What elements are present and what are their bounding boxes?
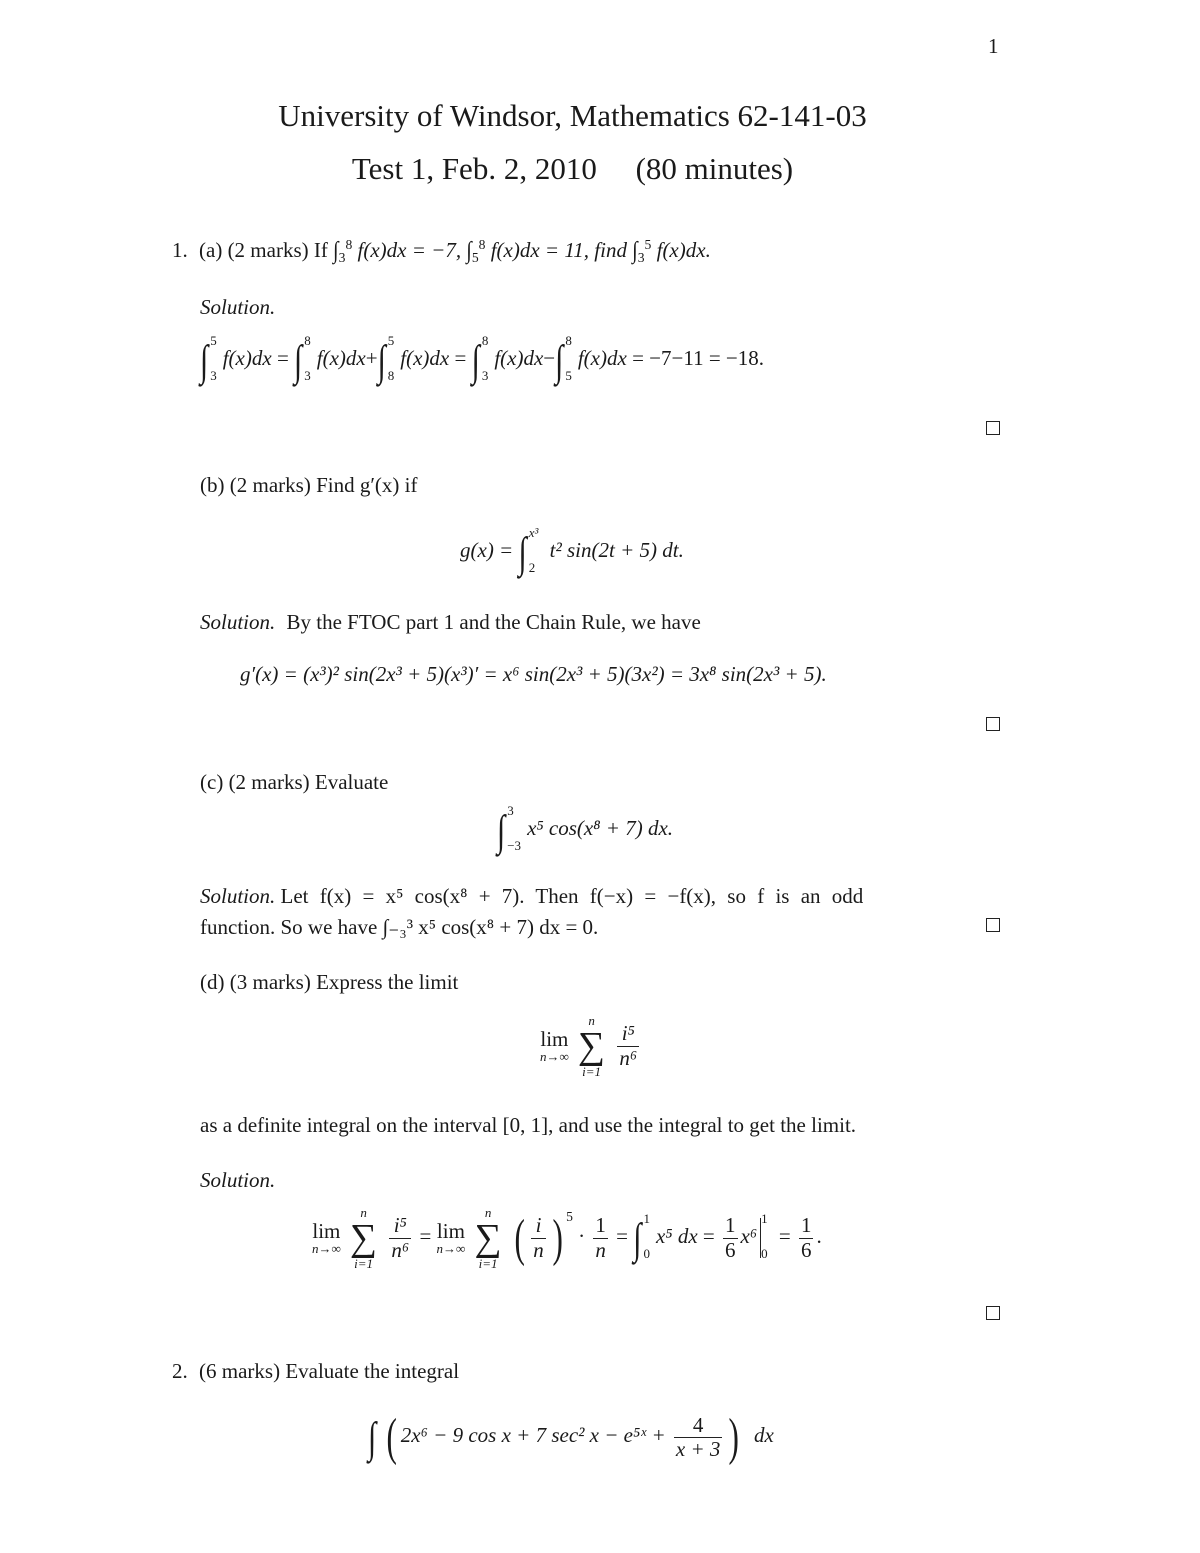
summation: n ∑ i=1 — [350, 1205, 378, 1271]
part-label: (d) — [200, 970, 225, 994]
part-label: (b) — [200, 473, 225, 497]
marks: (2 marks) — [228, 770, 310, 794]
result: = −7−11 = −18. — [632, 345, 764, 370]
integrand: f(x)dx — [494, 345, 544, 370]
question-1b-display — [460, 525, 684, 578]
fraction: $\frac{1}{n}$ — [595, 1213, 606, 1262]
equals: = — [778, 1223, 791, 1248]
integral-sign: ∫ — [200, 337, 209, 386]
integral-limits: 5 3 — [210, 333, 217, 383]
integral-limits: x³ 2 — [528, 525, 539, 575]
left-paren: ( — [514, 1209, 525, 1267]
qed-box — [986, 1306, 1000, 1320]
solution-text: Let f(x) = x⁵ cos(x⁸ + 7). Then f(−x) = −f(x), so f is an odd — [280, 884, 864, 908]
integral-sign: ∫ — [497, 807, 506, 856]
question-1c-display — [497, 803, 674, 856]
equals: = — [276, 345, 289, 370]
integral-sign: ∫ — [633, 1215, 642, 1264]
integral-sign: ∫ — [294, 337, 303, 386]
prompt-text: Evaluate — [314, 770, 389, 794]
upper-limit: 5 — [644, 237, 652, 252]
fraction: $\frac{\text{i⁵}}{\text{n⁶}}$ — [391, 1213, 410, 1262]
integral-limits: 8 3 — [304, 333, 311, 383]
qed-box — [986, 918, 1000, 932]
limit: lim n→∞ — [540, 1027, 569, 1064]
solution-1d-display: lim n→∞ n ∑ i=1 $\frac{\text{i⁵}}{\text{n⁶}}$ = lim n→∞ n ∑ i=1 ( $\frac{i}{n}$ ) $^5$ · $\frac{1}{n}$ = ∫ 1 0 x⁵ dx = $\frac{1}{6}$ x⁶ 1 0 = $\frac{1}{6}$ . — [312, 1205, 822, 1271]
integrand: x⁵ dx — [655, 1223, 698, 1248]
integral-sign: ∫ — [466, 237, 472, 265]
integral-limits: 8 3 — [481, 333, 489, 383]
integrand: t² sin(2t + 5) dt. — [549, 537, 684, 562]
question-number: 1. — [172, 238, 188, 262]
equals: = — [702, 1223, 715, 1248]
page-number: 1 — [988, 34, 999, 58]
question-2-prompt — [172, 1359, 459, 1384]
qed-box — [986, 421, 1000, 435]
integrand-terms: 2x⁶ − 9 cos x + 7 sec² x − e⁵ˣ + — [400, 1423, 666, 1447]
prompt-text: f(x)dx = 11, find — [490, 238, 627, 262]
question-number: 2. — [172, 1359, 188, 1383]
prompt-text: If — [313, 238, 328, 262]
integral-sign: ∫ — [368, 1414, 377, 1463]
fraction: $\frac{1}{6}$ — [800, 1213, 812, 1262]
integrand: f(x)dx — [222, 345, 272, 370]
fraction: $\frac{1}{6}$ — [725, 1213, 736, 1262]
solution-1b-text — [200, 610, 701, 635]
test-title: Test 1, Feb. 2, 2010 (80 minutes) — [351, 151, 794, 186]
integrand: f(x)dx — [316, 345, 366, 370]
fraction: $\frac{\text{i⁵}}{\text{n⁶}}$ — [619, 1021, 638, 1070]
upper-limit: 8 — [345, 237, 353, 252]
differential: dx — [753, 1423, 774, 1447]
fraction: $\frac{4}{x + 3}$ — [675, 1412, 721, 1461]
part-label: (c) — [200, 770, 224, 794]
solution-text: By the FTOC part 1 and the Chain Rule, we have — [286, 610, 701, 634]
question-1b-prompt — [200, 473, 417, 498]
dot: · — [578, 1223, 586, 1248]
solution-label: Solution. — [200, 295, 276, 319]
minus: − — [543, 345, 556, 370]
integral-sign: ∫ — [471, 337, 480, 386]
question-1d-followup: as a definite integral on the interval [0, 1], and use the integral to get the limit. — [200, 1113, 857, 1137]
exponent: 5 — [566, 1208, 573, 1224]
prompt-text: f(x)dx = −7, — [357, 238, 462, 262]
question-1c-prompt — [200, 770, 388, 795]
fraction: $\frac{i}{n}$ — [533, 1213, 544, 1262]
plus: + — [365, 345, 378, 370]
lower-limit: 5 — [471, 250, 479, 266]
limit: lim n→∞ — [312, 1219, 341, 1256]
course-title: University of Windsor, Mathematics 62-141-03 — [278, 98, 867, 133]
equals: = — [419, 1223, 432, 1248]
limit: lim n→∞ — [436, 1219, 466, 1256]
prompt-text: f(x)dx. — [656, 238, 711, 262]
marks: (3 marks) — [229, 970, 311, 994]
integrand: f(x)dx — [400, 345, 450, 370]
qed-box — [986, 717, 1000, 731]
question-1d-display — [540, 1014, 642, 1078]
summation: n ∑ i=1 — [578, 1013, 606, 1079]
integral-sign: ∫ — [333, 237, 339, 265]
lower-limit: 3 — [338, 250, 346, 266]
upper-limit: 8 — [478, 237, 486, 252]
question-1a-prompt — [172, 237, 711, 266]
question-1d-prompt — [200, 970, 458, 995]
solution-1a-display — [200, 333, 764, 386]
prompt-text: Express the limit — [316, 970, 459, 994]
right-paren: ) — [552, 1209, 563, 1267]
lower-limit: 3 — [637, 250, 645, 266]
solution-label: Solution. — [200, 884, 276, 908]
solution-1c-line1 — [200, 884, 863, 909]
integral-limits: 3 −3 — [507, 803, 522, 853]
marks: (2 marks) — [229, 473, 311, 497]
equals: = — [454, 345, 467, 370]
integrand: x⁵ cos(x⁸ + 7) dx. — [527, 815, 674, 840]
left-paren: ( — [386, 1409, 398, 1466]
solution-label: Solution. — [200, 1168, 276, 1192]
equals: = — [616, 1223, 628, 1248]
integral-limits: 8 5 — [565, 333, 572, 383]
prompt-text: Evaluate the integral — [285, 1359, 460, 1383]
marks: (2 marks) — [227, 238, 309, 262]
prompt-text: Find g′(x) if — [316, 473, 418, 497]
lhs: g(x) = — [460, 537, 514, 562]
part-label: (a) — [199, 238, 223, 262]
integral-sign: ∫ — [632, 237, 638, 265]
question-2-display — [368, 1408, 774, 1467]
right-paren: ) — [728, 1409, 740, 1466]
solution-1b-display: g′(x) = (x³)² sin(2x³ + 5)(x³)′ = x⁶ sin(2x³ + 5)(3x²) = 3x⁸ sin(2x³ + 5). — [240, 662, 827, 686]
marks: (6 marks) — [199, 1359, 281, 1383]
integral-sign: ∫ — [555, 337, 564, 386]
integrand: f(x)dx — [577, 345, 627, 370]
integral-sign: ∫ — [377, 337, 386, 386]
solution-label: Solution. — [200, 610, 276, 634]
integral-limits: 1 0 — [643, 1211, 650, 1261]
integral-sign: ∫ — [518, 529, 527, 578]
antiderivative: x⁶ — [740, 1223, 758, 1248]
evaluation-limits: 1 0 — [761, 1211, 768, 1261]
solution-1c-line2: function. So we have ∫₋₃³ x⁵ cos(x⁸ + 7) dx = 0. — [200, 915, 599, 939]
integral-limits: 5 8 — [387, 333, 395, 383]
summation: n ∑ i=1 — [474, 1205, 502, 1271]
